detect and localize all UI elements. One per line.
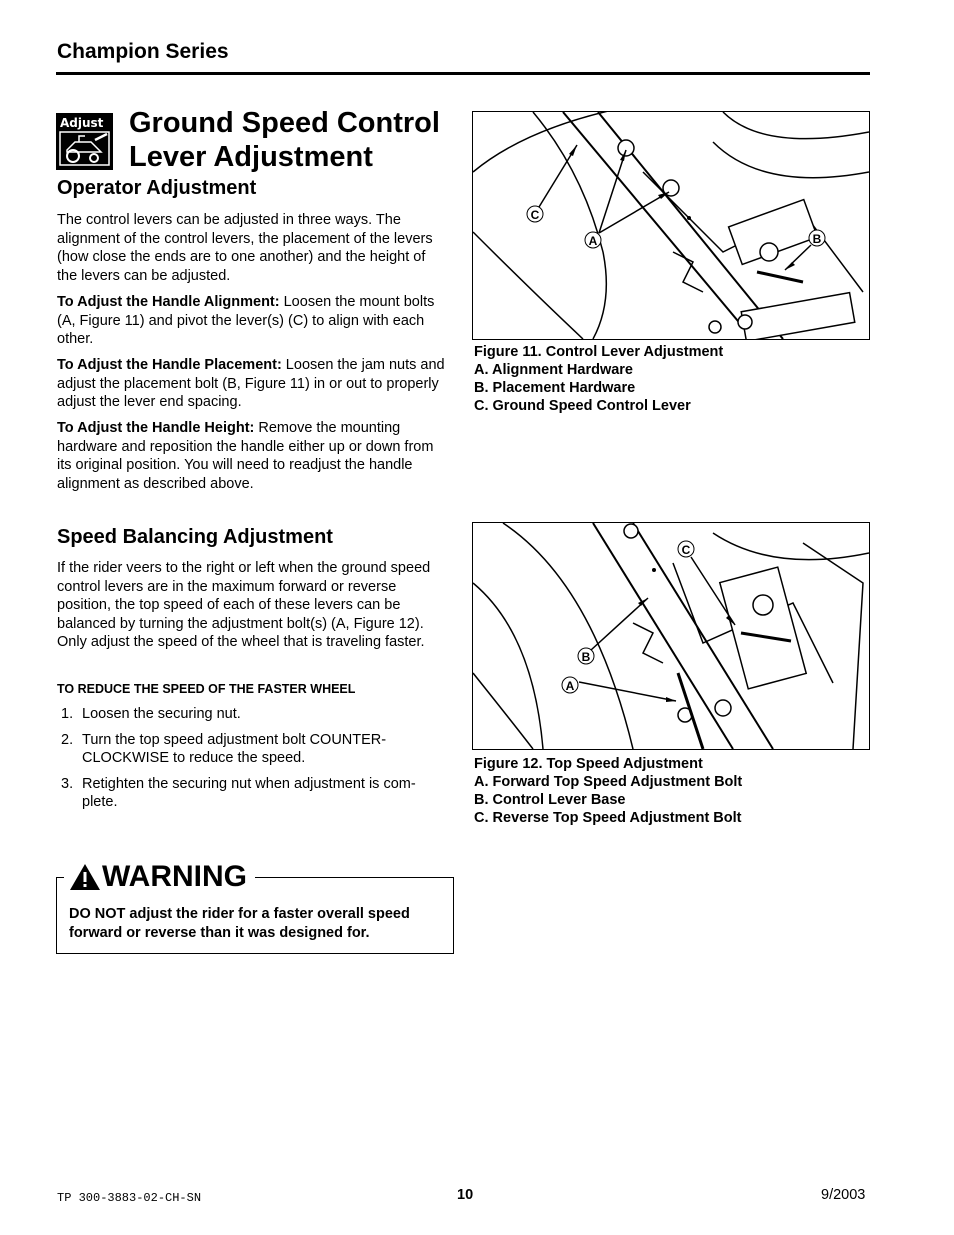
figure-12-callout-b: B [581,650,591,664]
adjust-icon-label: Adjust [60,116,104,130]
figure-11-item: A. Alignment Hardware [474,362,633,378]
reduce-speed-subheading: TO REDUCE THE SPEED OF THE FASTER WHEEL [57,682,356,696]
figure-12-illustration [472,522,870,750]
warning-text: DO NOT adjust the rider for a faster overall speed forward or reverse than it was designed for. [69,906,410,941]
document-date: 9/2003 [821,1187,866,1203]
height-paragraph: To Adjust the Handle Height: Remove the mounting hardware and reposition the handle either up or down from its original position. You will need to readjust the handle alignment as described above. [57,420,434,492]
header-rule [56,72,870,75]
figure-12-caption: Figure 12. Top Speed Adjustment A. Forward Top Speed Adjustment Bolt B. Control Lever Base C. Reverse Top Speed Adjustment Bolt [474,756,743,826]
figure-12-callout-a: A [565,679,575,693]
step-item: 1. Loosen the securing nut. [61,706,241,722]
figure-11-callout-a: A [588,234,598,248]
figure-11-callout-b: B [812,232,822,246]
series-header: Champion Series [57,40,229,63]
figure-11-caption: Figure 11. Control Lever Adjustment A. Alignment Hardware B. Placement Hardware C. Ground Speed Control Lever [474,344,724,414]
figure-12-item: C. Reverse Top Speed Adjustment Bolt [474,810,742,826]
figure-12-callout-c: C [681,543,691,557]
placement-paragraph: To Adjust the Handle Placement: Loosen the jam nuts and adjust the placement bolt (B, Figure 11) in or out to properly adjust the lever end spacing. [57,357,445,411]
operator-adjustment-heading: Operator Adjustment [57,177,257,199]
alignment-paragraph: To Adjust the Handle Alignment: Loosen the mount bolts (A, Figure 11) and pivot the lever(s) (C) to align with each other. [57,294,435,348]
speed-balancing-paragraph: If the rider veers to the right or left when the ground speed control levers are in the maximum forward or reverse position, the top speed of each of these levers can be balanced by turning the adjustment bolt(s) (A, Figure 12). Only adjust the speed of the wheel that is traveling faster. [57,560,431,651]
figure-11-item: B. Placement Hardware [474,380,636,396]
speed-balancing-heading: Speed Balancing Adjustment [57,526,333,548]
intro-paragraph: The control levers can be adjusted in three ways. The alignment of the control levers, the placement of the levers (how close the ends are to one another) and the height of the levers can be adjusted. [57,212,433,284]
adjustment-steps [57,705,449,819]
figure-12-item: B. Control Lever Base [474,792,626,808]
figure-12-item: A. Forward Top Speed Adjustment Bolt [474,774,743,790]
warning-triangle-icon [68,862,102,892]
adjust-mower-icon [56,113,113,170]
figure-11-illustration [472,111,870,340]
page-title: Ground Speed Control Lever Adjustment [129,107,440,173]
page-number: 10 [457,1187,474,1203]
warning-heading: WARNING [64,860,255,894]
step-item: 3. Retighten the securing nut when adjustment is com-plete. [61,775,416,811]
figure-11-item: C. Ground Speed Control Lever [474,398,691,414]
figure-11-callout-c: C [530,208,540,222]
step-item: 2. Turn the top speed adjustment bolt COUNTER-CLOCKWISE to reduce the speed. [61,731,387,767]
document-id: TP 300-3883-02-CH-SN [57,1191,202,1205]
